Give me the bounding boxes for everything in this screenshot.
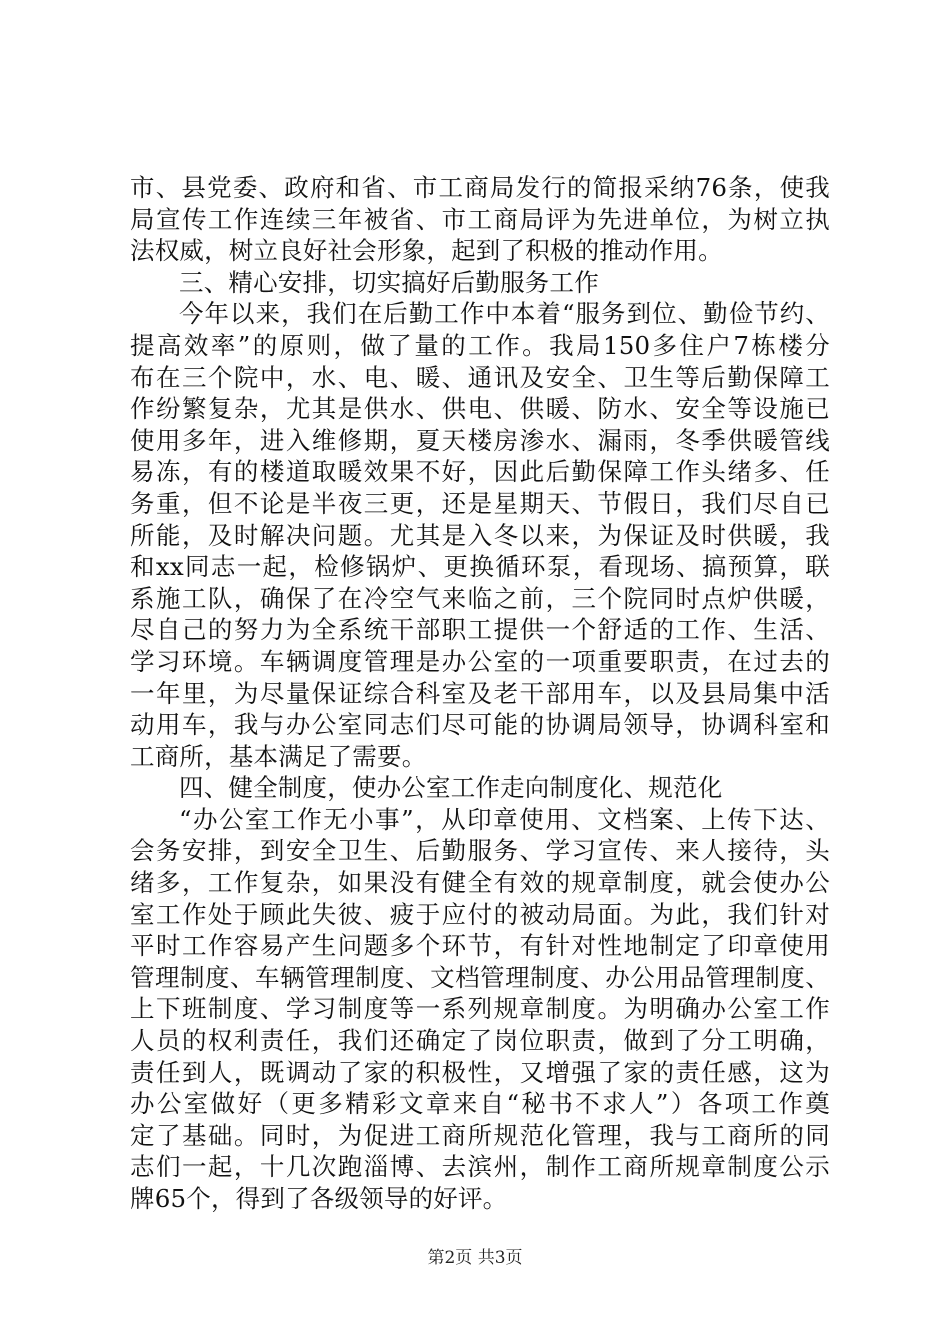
text-line: 室工作处于顾此失彼、疲于应付的被动局面。为此，我们针对 bbox=[130, 899, 830, 929]
text-line: 提高效率”的原则，做了量的工作。我局150多住户7栋楼分 bbox=[130, 330, 830, 360]
text-line: 系施工队，确保了在冷空气来临之前，三个院同时点炉供暖， bbox=[130, 583, 830, 613]
text-line: 使用多年，进入维修期，夏天楼房渗水、漏雨，冬季供暖管线 bbox=[130, 425, 830, 455]
text-line: 上下班制度、学习制度等一系列规章制度。为明确办公室工作 bbox=[130, 994, 830, 1024]
text-line: 管理制度、车辆管理制度、文档管理制度、办公用品管理制度、 bbox=[130, 962, 830, 992]
text-line: 局宣传工作连续三年被省、市工商局评为先进单位，为树立执 bbox=[130, 204, 830, 234]
text-line: 今年以来，我们在后勤工作中本着“服务到位、勤俭节约、 bbox=[179, 299, 830, 329]
text-line: 法权威，树立良好社会形象，起到了积极的推动作用。 bbox=[130, 236, 723, 266]
text-line: 布在三个院中，水、电、暖、通讯及安全、卫生等后勤保障工 bbox=[130, 362, 830, 392]
text-line: 绪多，工作复杂，如果没有健全有效的规章制度，就会使办公 bbox=[130, 868, 830, 898]
text-line: 办公室做好（更多精彩文章来自“秘书不求人”）各项工作奠 bbox=[130, 1089, 830, 1119]
text-line: 工商所，基本满足了需要。 bbox=[130, 741, 427, 771]
text-line: 一年里，为尽量保证综合科室及老干部用车，以及县局集中活 bbox=[130, 678, 830, 708]
text-line: 责任到人，既调动了家的积极性，又增强了家的责任感，这为 bbox=[130, 1057, 830, 1087]
text-line: 平时工作容易产生问题多个环节，有针对性地制定了印章使用 bbox=[130, 931, 830, 961]
text-line: 牌65个，得到了各级领导的好评。 bbox=[130, 1184, 508, 1213]
text-line: 四、健全制度，使办公室工作走向制度化、规范化 bbox=[179, 773, 723, 803]
document-body bbox=[130, 172, 830, 1215]
text-line: “办公室工作无小事”，从印章使用、文档案、上传下达、 bbox=[179, 804, 830, 834]
text-line: 和xx同志一起，检修锅炉、更换循环泵，看现场、搞预算，联 bbox=[130, 552, 830, 582]
text-line: 学习环境。车辆调度管理是办公室的一项重要职责，在过去的 bbox=[130, 646, 830, 676]
text-line: 易冻，有的楼道取暖效果不好，因此后勤保障工作头绪多、任 bbox=[130, 457, 830, 487]
text-line: 动用车，我与办公室同志们尽可能的协调局领导，协调科室和 bbox=[130, 710, 830, 740]
text-line: 人员的权利责任，我们还确定了岗位职责，做到了分工明确， bbox=[130, 1026, 830, 1056]
text-line: 务重，但不论是半夜三更，还是星期天、节假日，我们尽自已 bbox=[130, 488, 830, 518]
text-line: 会务安排，到安全卫生、后勤服务、学习宣传、来人接待，头 bbox=[130, 836, 830, 866]
text-line: 尽自己的努力为全系统干部职工提供一个舒适的工作、生活、 bbox=[130, 615, 830, 645]
text-line: 定了基础。同时，为促进工商所规范化管理，我与工商所的同 bbox=[130, 1120, 830, 1150]
text-line: 三、精心安排，切实搞好后勤服务工作 bbox=[179, 267, 599, 297]
page-footer: 第2页 共3页 bbox=[427, 1248, 523, 1268]
text-line: 市、县党委、政府和省、市工商局发行的简报采纳76条，使我 bbox=[130, 173, 830, 202]
text-line: 作纷繁复杂，尤其是供水、供电、供暖、防水、安全等设施已 bbox=[130, 394, 830, 424]
text-line: 所能，及时解决问题。尤其是入冬以来，为保证及时供暖，我 bbox=[130, 520, 830, 550]
text-line: 志们一起，十几次跑淄博、去滨州，制作工商所规章制度公示 bbox=[130, 1152, 830, 1182]
